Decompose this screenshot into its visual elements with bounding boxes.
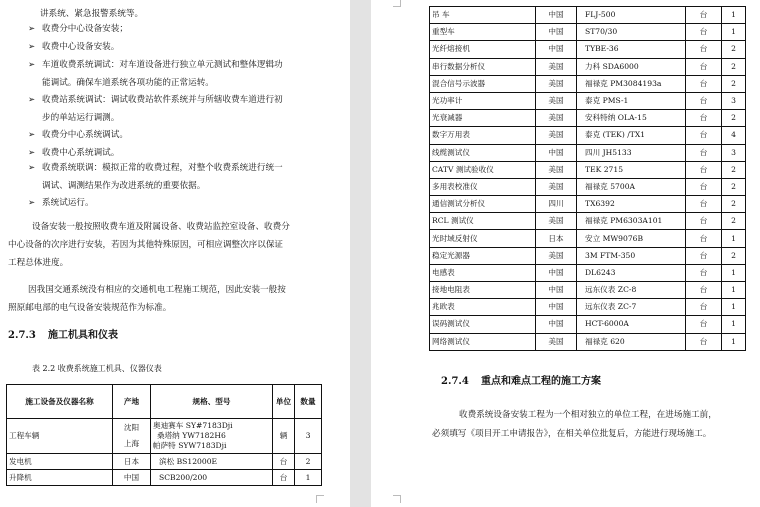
cell-qty: 2 [722,75,746,92]
cell-qty: 1 [722,333,746,350]
cell-unit: 台 [686,230,722,247]
cell-qty: 2 [722,110,746,127]
cell-qty: 2 [722,41,746,58]
bullet-marker-icon: ➢ [28,163,36,173]
cell-qty: 1 [295,470,322,486]
table-row [430,58,746,75]
table-row [430,92,746,109]
bullet-marker-icon: ➢ [28,42,36,52]
cell-model: TX6392 [577,196,686,213]
cell-name: 光时域反射仪 [430,230,536,247]
cell-name: 光功率计 [430,92,536,109]
cell-qty: 1 [722,24,746,41]
cell-model [151,419,273,454]
cell-name: 光衰减器 [430,110,536,127]
cell-name: 数字万用表 [430,127,536,144]
cell-qty: 2 [722,247,746,264]
table-row [430,213,746,230]
cell-name: 电感表 [430,264,536,281]
cell-model: 安立 MW9076B [577,230,686,247]
cell-model: HCT-6000A [577,316,686,333]
cell-name: 接地电阻表 [430,282,536,299]
cell-unit: 台 [686,299,722,316]
cell-origin: 中国 [536,282,577,299]
cell-qty: 1 [722,230,746,247]
cell-name: 线缆测试仪 [430,144,536,161]
model-line: 桑塔纳 YW7182H6 [157,431,226,440]
document-page-left [0,0,350,507]
bullet-item-text: 收费中心设备安装。 [42,42,120,52]
cell-unit: 台 [686,247,722,264]
cell-unit: 台 [686,24,722,41]
cell-model: 远东仪表 ZC-8 [577,282,686,299]
section-heading-2-7-3 [8,330,118,341]
table-row [430,7,746,24]
header-qty: 数量 [295,385,322,419]
bullet-item-text: 收费系统联调：模拟正常的收费过程，对整个收费系统进行统一 [42,163,283,173]
cell-unit: 台 [686,196,722,213]
cell-name: 通信测试分析仪 [430,196,536,213]
section-title: 重点和难点工程的施工方案 [481,376,601,387]
table-header-row [7,385,322,419]
table-row [430,144,746,161]
cell-unit: 台 [686,92,722,109]
cell-name: 兆欧表 [430,299,536,316]
page-gap [350,0,371,507]
table-row [430,299,746,316]
cell-name: 混合信号示波器 [430,75,536,92]
document-page-right [371,0,760,507]
table-row [430,247,746,264]
crop-mark [393,495,401,503]
header-model: 规格、型号 [151,385,273,419]
cell-unit: 台 [686,161,722,178]
bullet-item-text: 收费分中心设备安装； [42,24,128,34]
table-row [430,75,746,92]
header-name: 施工设备及仪器名称 [7,385,113,419]
cell-unit: 辆 [273,419,295,454]
cell-model: 福禄克 5700A [577,178,686,195]
cell-model: 泰克 PMS-1 [577,92,686,109]
table-row [430,316,746,333]
paragraph-2-line-2: 照原邮电部的电气设备安装规范作为标准。 [8,303,172,313]
paragraph-fragment: 讲系统、紧急报警系统等。 [40,9,144,19]
cell-origin: 中国 [536,316,577,333]
table-row [430,264,746,281]
cell-name: 网络测试仪 [430,333,536,350]
table-row [430,178,746,195]
cell-qty: 2 [295,454,322,470]
cell-model: 远东仪表 ZC-7 [577,299,686,316]
cell-name: 升降机 [7,470,113,486]
cell-unit: 台 [686,316,722,333]
section-title: 施工机具和仪表 [48,330,118,341]
bullet-item-text: 收费分中心系统调试。 [42,130,128,140]
cell-unit: 台 [686,75,722,92]
bullet-item-text: 步的单站运行调测。 [42,113,120,123]
table-row [430,41,746,58]
cell-model: 3M FTM-350 [577,247,686,264]
cell-origin [113,419,151,454]
bullet-marker-icon: ➢ [28,60,36,70]
cell-qty: 1 [722,264,746,281]
origin-line: 沈阳 [123,423,140,432]
cell-origin: 中国 [536,24,577,41]
bullet-marker-icon: ➢ [28,130,36,140]
paragraph-2-line-1: 因我国交通系统没有相应的交通机电工程施工规范，因此安装一般按 [28,285,286,295]
cell-origin: 美国 [536,58,577,75]
header-unit: 单位 [273,385,295,419]
cell-qty: 2 [722,161,746,178]
cell-model: 福禄克 PM6303A101 [577,213,686,230]
cell-unit: 台 [686,178,722,195]
bullet-item-text: 调试、调测结果作为改进系统的重要依据。 [42,181,206,191]
model-line: 奥迪赛车 SY#7183Dji [153,421,233,430]
paragraph-1-line-1: 设备安装一般按照收费车道及附属设备、收费站监控室设备、收费分 [32,222,290,232]
cell-origin: 中国 [536,264,577,281]
cell-unit: 台 [686,7,722,24]
bullet-marker-icon: ➢ [28,148,36,158]
table-row [430,24,746,41]
paragraph-1-line-3: 工程总体进度。 [8,258,69,268]
cell-unit: 台 [686,41,722,58]
crop-mark [393,0,401,7]
cell-qty: 3 [295,419,322,454]
cell-origin: 美国 [536,161,577,178]
cell-origin: 美国 [536,178,577,195]
cell-model: 安科特纳 OLA-15 [577,110,686,127]
cell-origin: 日本 [536,230,577,247]
cell-qty: 2 [722,213,746,230]
cell-model: 泰克 (TEK) /TX1 [577,127,686,144]
cell-name: 发电机 [7,454,113,470]
section-heading-2-7-4 [441,376,601,387]
cell-origin: 中国 [536,144,577,161]
cell-model: 福禄克 PM3084193a [577,75,686,92]
cell-origin: 中国 [536,41,577,58]
cell-model: TEK 2715 [577,161,686,178]
cell-model: SCB200/200 [151,470,273,486]
cell-model: 力科 SDA6000 [577,58,686,75]
bullet-marker-icon: ➢ [28,198,36,208]
cell-qty: 2 [722,178,746,195]
cell-origin: 中国 [113,470,151,486]
cell-qty: 4 [722,127,746,144]
bullet-marker-icon: ➢ [28,24,36,34]
cell-origin: 美国 [536,92,577,109]
table-row [7,454,322,470]
table-caption: 表 2.2 收费系统施工机具、仪器仪表 [32,364,162,373]
paragraph-line-2: 必须填写《项目开工申请报告》，在相关单位批复后，方能进行现场施工。 [432,429,712,439]
cell-unit: 台 [686,282,722,299]
cell-model: FLJ-500 [577,7,686,24]
cell-name: RCL 测试仪 [430,213,536,230]
cell-unit: 台 [686,333,722,350]
cell-origin: 中国 [536,7,577,24]
table-row [7,419,322,454]
table-row [430,282,746,299]
table-row [430,110,746,127]
cell-unit: 台 [686,264,722,281]
cell-name: 误码测试仪 [430,316,536,333]
bullet-marker-icon: ➢ [28,95,36,105]
cell-name: 重型车 [430,24,536,41]
cell-qty: 3 [722,92,746,109]
cell-model: 福禄克 620 [577,333,686,350]
equipment-table-left [6,384,322,486]
cell-qty: 2 [722,58,746,75]
cell-qty: 1 [722,282,746,299]
cell-origin: 美国 [536,75,577,92]
cell-name: 稳定光源器 [430,247,536,264]
table-row [430,161,746,178]
cell-name: 工程车辆 [7,419,113,454]
cell-origin: 美国 [536,110,577,127]
table-row [430,196,746,213]
cell-name: 吊 车 [430,7,536,24]
bullet-item-text: 系统试运行。 [42,198,94,208]
cell-unit: 台 [273,470,295,486]
table-row [430,230,746,247]
cell-unit: 台 [273,454,295,470]
cell-model: ST70/30 [577,24,686,41]
cell-model: DL6243 [577,264,686,281]
cell-origin: 美国 [536,213,577,230]
table-row [430,333,746,350]
bullet-item-text: 车道收费系统调试：对车道设备进行独立单元测试和整体逻辑功 [42,60,283,70]
cell-model: 四川 JH5133 [577,144,686,161]
table-row [430,127,746,144]
cell-qty: 1 [722,7,746,24]
equipment-table-right [429,6,746,351]
cell-name: 多用表校准仪 [430,178,536,195]
paragraph-1-line-2: 中心设备的次序进行安装，若因为其他特殊原因，可相应调整次序以保证 [8,240,284,250]
cell-name: 光纤熔接机 [430,41,536,58]
paragraph-line-1: 收费系统设备安装工程为一个相对独立的单位工程，在进场施工前， [459,410,717,420]
cell-model: TYBE-36 [577,41,686,58]
cell-unit: 台 [686,110,722,127]
cell-name: 串行数据分析仪 [430,58,536,75]
cell-origin: 美国 [536,247,577,264]
cell-name: CATV 测试验收仪 [430,161,536,178]
cell-origin: 日本 [113,454,151,470]
cell-unit: 台 [686,213,722,230]
cell-origin: 中国 [536,299,577,316]
origin-line: 上海 [123,439,140,448]
header-origin: 产地 [113,385,151,419]
cell-qty: 1 [722,299,746,316]
model-line: 帕萨特 SYW7183Dji [153,441,227,450]
cell-unit: 台 [686,127,722,144]
bullet-item-text: 收费站系统调试：调试收费站软件系统并与所辖收费车道进行初 [42,95,283,105]
cell-unit: 台 [686,58,722,75]
cell-origin: 美国 [536,333,577,350]
cell-qty: 2 [722,196,746,213]
bullet-item-text: 收费中心系统调试。 [42,148,120,158]
section-number: 2.7.4 [441,376,469,387]
bullet-item-text: 能调试。确保车道系统各项功能的正常运转。 [42,78,214,88]
cell-qty: 1 [722,316,746,333]
table-row [7,470,322,486]
section-number: 2.7.3 [8,330,36,341]
cell-origin: 美国 [536,127,577,144]
cell-unit: 台 [686,144,722,161]
cell-model: 滨松 BS12000E [151,454,273,470]
crop-mark [316,495,324,503]
cell-origin: 四川 [536,196,577,213]
cell-qty: 3 [722,144,746,161]
